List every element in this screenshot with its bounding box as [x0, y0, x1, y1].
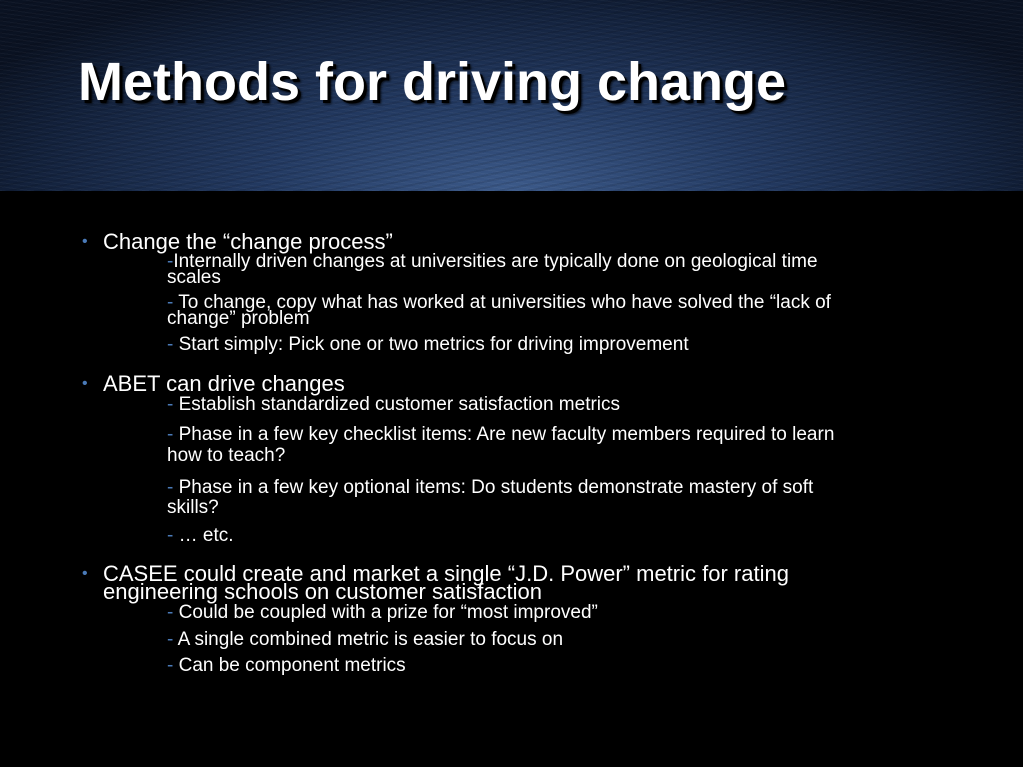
bullet-icon: •	[82, 565, 88, 582]
sub-item-text: A single combined metric is easier to focus on	[177, 629, 564, 650]
sub-item	[167, 630, 563, 650]
title-banner	[0, 0, 1023, 191]
bullet-item-continuation	[103, 579, 543, 604]
sub-item	[167, 252, 818, 272]
sub-item-text: change” problem	[167, 308, 310, 329]
sub-item-text: Establish standardized customer satisfaction metrics	[178, 394, 621, 415]
sub-item-continuation	[167, 268, 221, 288]
sub-item-continuation	[167, 446, 285, 466]
dash-marker: -	[167, 525, 179, 546]
sub-item	[167, 335, 689, 355]
bullet-item-2	[82, 371, 345, 396]
sub-item-text: skills?	[167, 497, 219, 518]
bullet-item-1	[82, 229, 393, 254]
sub-item	[167, 656, 406, 676]
sub-item-text: Can be component metrics	[178, 655, 406, 676]
sub-item-text: how to teach?	[167, 445, 286, 466]
sub-item-text: scales	[167, 267, 221, 288]
sub-item-continuation	[167, 309, 310, 329]
sub-item-text: … etc.	[178, 525, 234, 546]
sub-item-text: Phase in a few key checklist items: Are new faculty members required to learn	[178, 424, 835, 445]
sub-item-text: Internally driven changes at universities are typically done on geological time	[173, 251, 818, 272]
dash-marker: -	[167, 394, 179, 415]
dash-marker: -	[167, 477, 179, 498]
dash-marker: -	[167, 251, 174, 272]
bullet-item-text: Change the “change process”	[103, 229, 393, 254]
slide-title: Methods for driving change	[78, 52, 787, 112]
sub-item	[167, 425, 834, 445]
sub-item-text: Start simply: Pick one or two metrics for driving improvement	[178, 334, 689, 355]
sub-item	[167, 603, 598, 623]
sub-item	[167, 478, 813, 498]
sub-item	[167, 395, 620, 415]
sub-item-text: Phase in a few key optional items: Do students demonstrate mastery of soft	[178, 477, 814, 498]
dash-marker: -	[167, 655, 179, 676]
sub-item	[167, 526, 234, 546]
bullet-icon: •	[82, 233, 88, 250]
sub-item-continuation	[167, 498, 219, 518]
dash-marker: -	[167, 424, 179, 445]
dash-marker: -	[167, 334, 179, 355]
dash-marker: -	[167, 292, 179, 313]
bullet-item-text: ABET can drive changes	[103, 371, 345, 396]
sub-item-text: Could be coupled with a prize for “most improved”	[178, 602, 598, 623]
dash-marker: -	[167, 629, 178, 650]
bullet-item-text: CASEE could create and market a single “J.D. Power” metric for rating	[103, 561, 789, 586]
dash-marker: -	[167, 602, 179, 623]
bullet-icon: •	[82, 375, 88, 392]
bullet-item-text: engineering schools on customer satisfaction	[103, 579, 543, 604]
sub-item-text: To change, copy what has worked at universities who have solved the “lack of	[178, 292, 831, 313]
